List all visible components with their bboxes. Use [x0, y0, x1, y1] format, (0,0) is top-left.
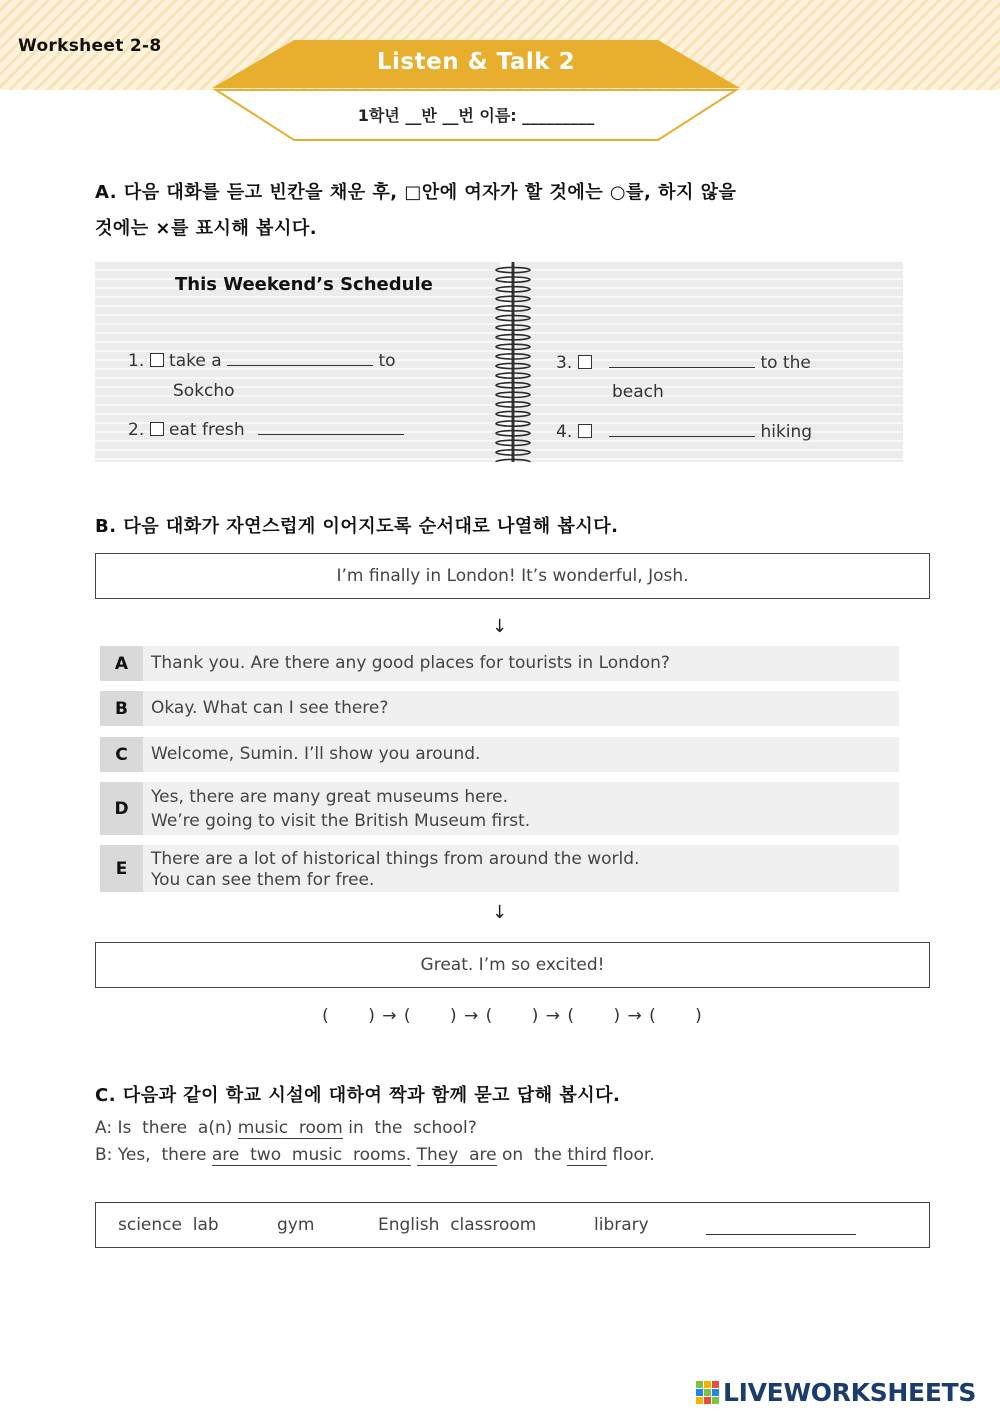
- liveworksheets-logo-icon: [696, 1381, 720, 1405]
- schedule-item-1-cont: Sokcho: [173, 381, 235, 401]
- schedule-item-1: [128, 347, 396, 371]
- item-text: eat fresh: [169, 420, 245, 440]
- option-text: Okay. What can I see there?: [151, 698, 389, 718]
- liveworksheets-logo: [696, 1378, 976, 1407]
- item-number: 2.: [128, 420, 145, 440]
- option-text: Thank you. Are there any good places for tourists in London?: [151, 653, 670, 673]
- answer-order-line[interactable]: ( ) → ( ) → ( ) → ( ) → ( ): [322, 1006, 703, 1026]
- underlined-text: music room: [237, 1118, 343, 1138]
- schedule-item-2: [128, 416, 404, 440]
- item-number: 4.: [556, 422, 573, 442]
- notebook-spiral: [492, 262, 534, 462]
- down-arrow-icon: ↓: [492, 616, 508, 637]
- option-text-line-1: There are a lot of historical things from around the world.: [151, 849, 640, 869]
- option-text-line-1: Yes, there are many great museums here.: [151, 787, 509, 807]
- example-line-a: [95, 1118, 477, 1138]
- underlined-text: are two music rooms.: [211, 1145, 412, 1165]
- underlined-text: third: [567, 1145, 607, 1165]
- answer-blank[interactable]: [227, 347, 373, 366]
- option-letter: A: [100, 646, 143, 681]
- option-letter: E: [100, 845, 143, 892]
- option-text-line-2: We’re going to visit the British Museum first.: [151, 811, 531, 831]
- option-a[interactable]: [100, 646, 899, 681]
- option-letter: C: [100, 737, 143, 772]
- option-text: Welcome, Sumin. I’ll show you around.: [151, 744, 481, 764]
- underlined-text: They are: [416, 1145, 497, 1165]
- worksheet-label: Worksheet 2-8: [18, 36, 162, 56]
- section-a-instruction-1: A. 다음 대화를 듣고 빈칸을 채운 후, □안에 여자가 할 것에는 ○를, 하지 않을: [95, 182, 737, 203]
- answer-blank[interactable]: [609, 349, 755, 368]
- dialog-start-box: I’m finally in London! It’s wonderful, Josh.: [95, 553, 930, 599]
- down-arrow-icon: ↓: [492, 902, 508, 923]
- section-c-instruction: C. 다음과 같이 학교 시설에 대하여 짝과 함께 묻고 답해 봅시다.: [95, 1085, 621, 1106]
- word-bank-item: library: [594, 1215, 649, 1235]
- dialog-end-box: Great. I’m so excited!: [95, 942, 930, 988]
- option-letter: D: [100, 782, 143, 835]
- option-b[interactable]: [100, 691, 899, 726]
- option-letter: B: [100, 691, 143, 726]
- checkbox[interactable]: [150, 422, 164, 436]
- item-text: hiking: [760, 422, 813, 442]
- item-number: 1.: [128, 351, 145, 371]
- text: B: Yes, there: [95, 1145, 212, 1165]
- section-a-instruction-2: 것에는 ×를 표시해 봅시다.: [95, 218, 318, 239]
- checkbox[interactable]: [578, 424, 592, 438]
- answer-blank[interactable]: [609, 418, 755, 437]
- item-text: take a: [169, 351, 222, 371]
- schedule-item-3-cont: beach: [612, 382, 664, 402]
- section-b-instruction: B. 다음 대화가 자연스럽게 이어지도록 순서대로 나열해 봅시다.: [95, 516, 619, 537]
- logo-text: LIVEWORKSHEETS: [723, 1378, 977, 1407]
- word-bank-blank[interactable]: [706, 1234, 856, 1235]
- schedule-item-3: [556, 349, 811, 373]
- example-line-b: [95, 1145, 655, 1165]
- option-e[interactable]: [100, 845, 899, 892]
- notebook-title: This Weekend’s Schedule: [175, 274, 433, 295]
- item-number: 3.: [556, 353, 573, 373]
- text: in the school?: [342, 1118, 477, 1138]
- text: A: Is there a(n): [95, 1118, 238, 1138]
- text: floor.: [606, 1145, 655, 1165]
- text: [411, 1145, 416, 1165]
- word-bank-item: gym: [277, 1215, 315, 1235]
- item-text: to the: [760, 353, 811, 373]
- word-bank-item: science lab: [118, 1215, 219, 1235]
- checkbox[interactable]: [150, 353, 164, 367]
- option-d[interactable]: [100, 782, 899, 835]
- answer-blank[interactable]: [258, 416, 404, 435]
- text: on the: [496, 1145, 568, 1165]
- worksheet-title: Listen & Talk 2: [376, 49, 576, 75]
- student-info: 1학년 __반 __번 이름: _________: [357, 106, 595, 125]
- checkbox[interactable]: [578, 355, 592, 369]
- item-text: to: [378, 351, 396, 371]
- option-text-line-2: You can see them for free.: [151, 870, 375, 890]
- option-c[interactable]: [100, 737, 899, 772]
- schedule-item-4: [556, 418, 812, 442]
- word-bank-item: English classroom: [378, 1215, 537, 1235]
